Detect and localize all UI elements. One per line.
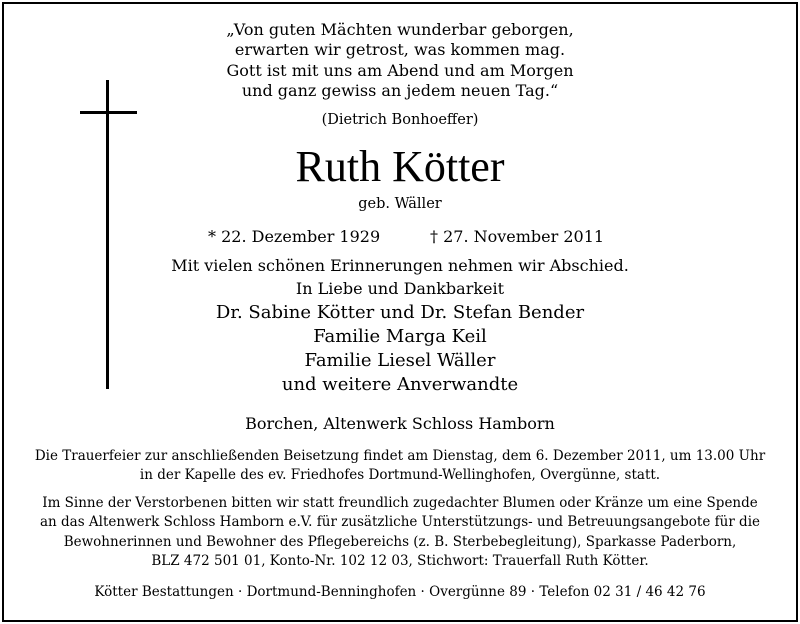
donation-line-4: BLZ 472 501 01, Konto-Nr. 102 12 03, Stichwort: Trauerfall Ruth Kötter.	[151, 553, 649, 569]
quote-line-2: erwarten wir getrost, was kommen mag.	[234, 40, 566, 59]
mourner-2: Familie Marga Keil	[313, 326, 487, 347]
quote-line-1: „Von guten Mächten wunderbar geborgen,	[226, 20, 574, 39]
ceremony-line-2: in der Kapelle des ev. Friedhofes Dortmund-Wellinghofen, Overgünne, statt.	[139, 467, 661, 483]
farewell-text: Mit vielen schönen Erinnerungen nehmen wir Abschied.	[171, 256, 629, 275]
deceased-name: Ruth Kötter	[295, 142, 505, 191]
love-line: In Liebe und Dankbarkeit	[295, 279, 505, 298]
donation-line-2: an das Altenwerk Schloss Hamborn e.V. für zusätzliche Unterstützungs- und Betreuungsangebote für die	[39, 514, 761, 530]
quote-line-4: und ganz gewiss an jedem neuen Tag.“	[241, 81, 559, 100]
mourner-1: Dr. Sabine Kötter und Dr. Stefan Bender	[215, 302, 585, 323]
mourner-3: Familie Liesel Wäller	[304, 350, 496, 371]
footer-contact: Kötter Bestattungen · Dortmund-Benninghofen · Overgünne 89 · Telefon 02 31 / 46 42 76	[94, 584, 706, 600]
quote-line-3: Gott ist mit uns am Abend und am Morgen	[226, 61, 574, 80]
birth-name: geb. Wäller	[358, 196, 442, 212]
donation-line-1: Im Sinne der Verstorbenen bitten wir statt freundlich zugedachter Blumen oder Kränze um eine Spende	[42, 495, 758, 511]
death-date: † 27. November 2011	[430, 227, 605, 246]
birth-date: * 22. Dezember 1929	[208, 227, 381, 246]
quote-author: (Dietrich Bonhoeffer)	[321, 112, 479, 128]
ceremony-line-1: Die Trauerfeier zur anschließenden Beisetzung findet am Dienstag, dem 6. Dezember 2011, um 13.00 Uhr	[34, 448, 766, 464]
mourner-4: und weitere Anverwandte	[281, 374, 519, 395]
location-text: Borchen, Altenwerk Schloss Hamborn	[245, 414, 555, 433]
donation-line-3: Bewohnerinnen und Bewohner des Pflegebereichs (z. B. Sterbebegleitung), Sparkasse Paderborn,	[63, 534, 737, 550]
